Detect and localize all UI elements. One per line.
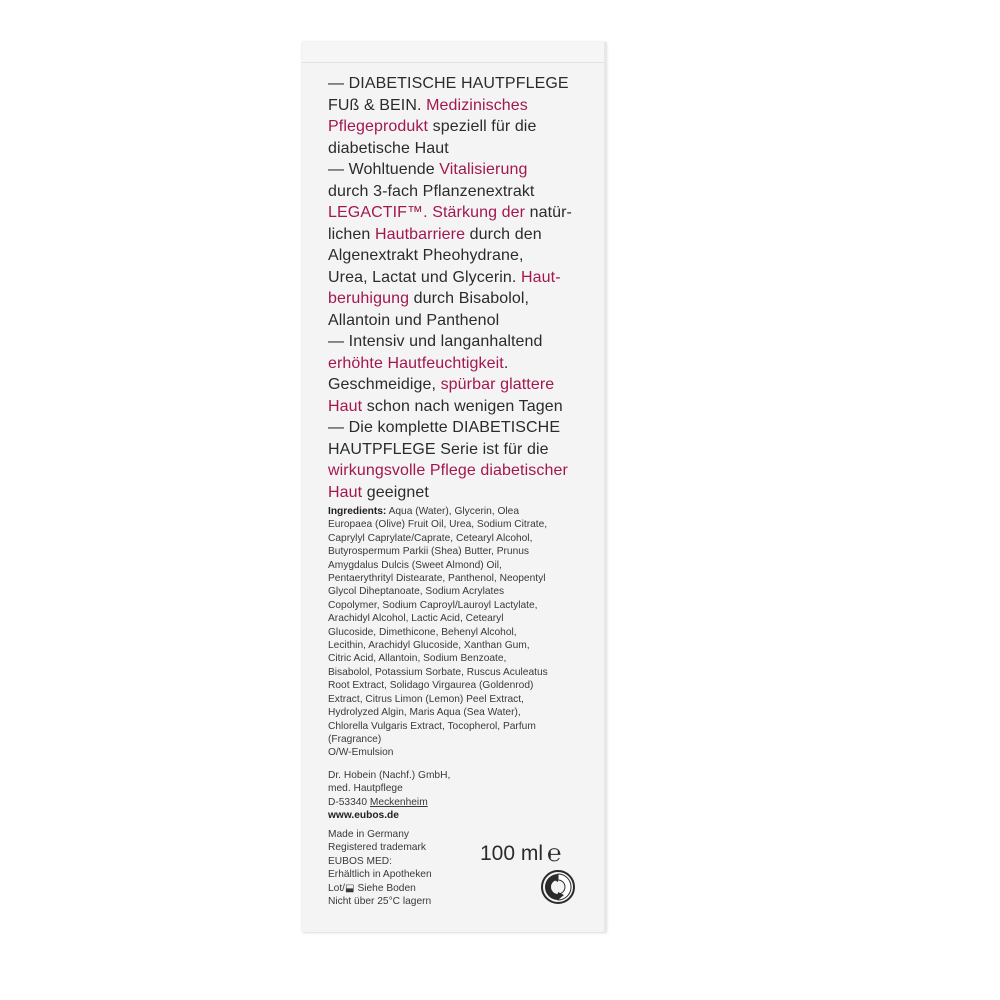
claim-line (328, 245, 598, 267)
claim-text: HAUTPFLEGE Serie ist für die (328, 440, 549, 458)
company-name: Dr. Hobein (Nachf.) GmbH, (328, 770, 451, 781)
company-location (328, 796, 528, 809)
claim-line (328, 439, 598, 461)
ingredients-line: Bisabolol, Potassium Sorbate, Ruscus Aculeatus (328, 666, 548, 678)
ingredients-line: Arachidyl Alcohol, Lactic Acid, Cetearyl (328, 613, 504, 625)
emulsion-type: O/W-Emulsion (328, 747, 394, 759)
claim-line (328, 95, 598, 117)
claim-line (328, 460, 598, 482)
claim-line (328, 202, 598, 224)
claim-text: Algenextrakt Pheohydrane, (328, 247, 524, 264)
ingredients-heading: Ingredients: (328, 506, 387, 517)
claim-text: durch den (465, 225, 542, 243)
claim-text: lichen (328, 225, 375, 243)
ingredients-line: Glycol Diheptanoate, Sodium Acrylates (328, 586, 505, 598)
claim-line (328, 267, 598, 289)
website-link[interactable]: www.eubos.de (328, 810, 399, 822)
highlighted-claim-text: Haut (328, 483, 363, 501)
misc-info-line: EUBOS MED: (328, 855, 392, 867)
ingredients-line: Glucoside, Dimethicone, Behenyl Alcohol, (328, 626, 517, 638)
claim-text: natür- (525, 204, 572, 221)
claim-text: durch Bisabolol, (409, 290, 530, 307)
volume-label (480, 842, 561, 866)
volume-amount: 100 ml (480, 842, 544, 865)
claim-text: Geschmeidige, (328, 376, 441, 393)
product-claims (328, 73, 598, 503)
ingredients-line: Pentaerythrityl Distearate, Panthenol, Neopentyl (328, 573, 546, 585)
claim-text: — Die komplette DIABETISCHE (328, 419, 561, 436)
highlighted-claim-text: Haut- (521, 268, 561, 286)
company-division: med. Hautpflege (328, 783, 403, 795)
company-address (328, 769, 528, 823)
estimated-sign-icon: ℮ (547, 840, 562, 867)
claim-line (328, 181, 598, 203)
company-city: Meckenheim (369, 796, 428, 808)
claim-line (328, 331, 598, 353)
highlighted-claim-text: wirkungsvolle Pflege diabetischer (328, 462, 568, 479)
claim-text: — Intensiv und langanhaltend (328, 333, 543, 350)
highlighted-claim-text: LEGACTIF™. Stärkung der (328, 204, 526, 221)
claim-line (328, 353, 598, 375)
claim-text: FUß & BEIN. (328, 96, 427, 114)
highlighted-claim-text: spürbar glattere (440, 376, 555, 393)
claim-line (328, 138, 598, 160)
claim-text: — DIABETISCHE HAUTPFLEGE (328, 75, 569, 92)
ingredients-line: Root Extract, Solidago Virgaurea (Goldenrod) (328, 680, 534, 692)
claim-line (328, 159, 598, 181)
claim-line (328, 116, 598, 138)
misc-info (328, 828, 498, 908)
highlighted-claim-text: Vitalisierung (439, 161, 528, 178)
claim-line (328, 396, 598, 418)
misc-info-line: Erhältlich in Apotheken (328, 869, 432, 881)
claim-text: speziell für die (428, 118, 537, 135)
ingredients-line: Copolymer, Sodium Caproyl/Lauroyl Lactylate, (328, 599, 538, 611)
ingredients-line: Chlorella Vulgaris Extract, Tocopherol, Parfum (328, 720, 536, 732)
claim-line (328, 224, 598, 246)
green-dot-recycle-icon (541, 870, 575, 904)
claim-text: geeignet (362, 483, 429, 501)
highlighted-claim-text: Haut (328, 397, 363, 415)
claim-text: durch 3-fach Pflanzenextrakt (328, 182, 535, 200)
ingredients-line: Butyrospermum Parkii (Shea) Butter, Prunus (328, 546, 529, 558)
ingredients-line: Amygdalus Dulcis (Sweet Almond) Oil, (328, 559, 502, 571)
company-postcode: D-53340 (328, 796, 370, 808)
claim-text: schon nach wenigen Tagen (362, 397, 563, 415)
ingredients-line: Caprylyl Caprylate/Caprate, Cetearyl Alcohol, (328, 532, 533, 544)
claim-text: diabetische Haut (328, 139, 449, 157)
misc-info-line: Made in Germany (328, 829, 409, 840)
claim-line (328, 482, 598, 504)
highlighted-claim-text: Medizinisches (426, 96, 528, 114)
highlighted-claim-text: beruhigung (328, 290, 410, 307)
claim-line (328, 288, 598, 310)
ingredients-line: (Fragrance) (328, 733, 382, 745)
misc-info-line: Nicht über 25°C lagern (328, 896, 432, 908)
ingredients-first-line (328, 505, 598, 518)
ingredients-line: Europaea (Olive) Fruit Oil, Urea, Sodium Citrate, (328, 519, 548, 531)
claim-text: — Wohltuende (328, 161, 440, 178)
claim-text: Urea, Lactat und Glycerin. (328, 268, 522, 286)
ingredients-line: Aqua (Water), Glycerin, Olea (386, 506, 519, 517)
claim-line (328, 73, 598, 95)
claim-line (328, 417, 598, 439)
ingredients-line: Citric Acid, Allantoin, Sodium Benzoate, (328, 653, 507, 665)
misc-info-line: Registered trademark (328, 842, 426, 854)
highlighted-claim-text: Hautbarriere (374, 225, 466, 243)
ingredients-line: Extract, Citrus Limon (Lemon) Peel Extract, (328, 693, 524, 705)
misc-info-line: Lot/⬓ Siehe Boden (328, 882, 416, 894)
claim-text: Allantoin und Panthenol (328, 311, 500, 329)
highlighted-claim-text: erhöhte Hautfeuchtigkeit (328, 354, 504, 372)
claim-line (328, 374, 598, 396)
ingredients-line: Lecithin, Arachidyl Glucoside, Xanthan Gum, (328, 640, 530, 652)
claim-text: . (503, 354, 509, 372)
highlighted-claim-text: Pflegeprodukt (328, 118, 429, 135)
ingredients-block (328, 505, 598, 760)
ingredients-line: Hydrolyzed Algin, Maris Aqua (Sea Water), (328, 707, 521, 719)
claim-line (328, 310, 598, 332)
